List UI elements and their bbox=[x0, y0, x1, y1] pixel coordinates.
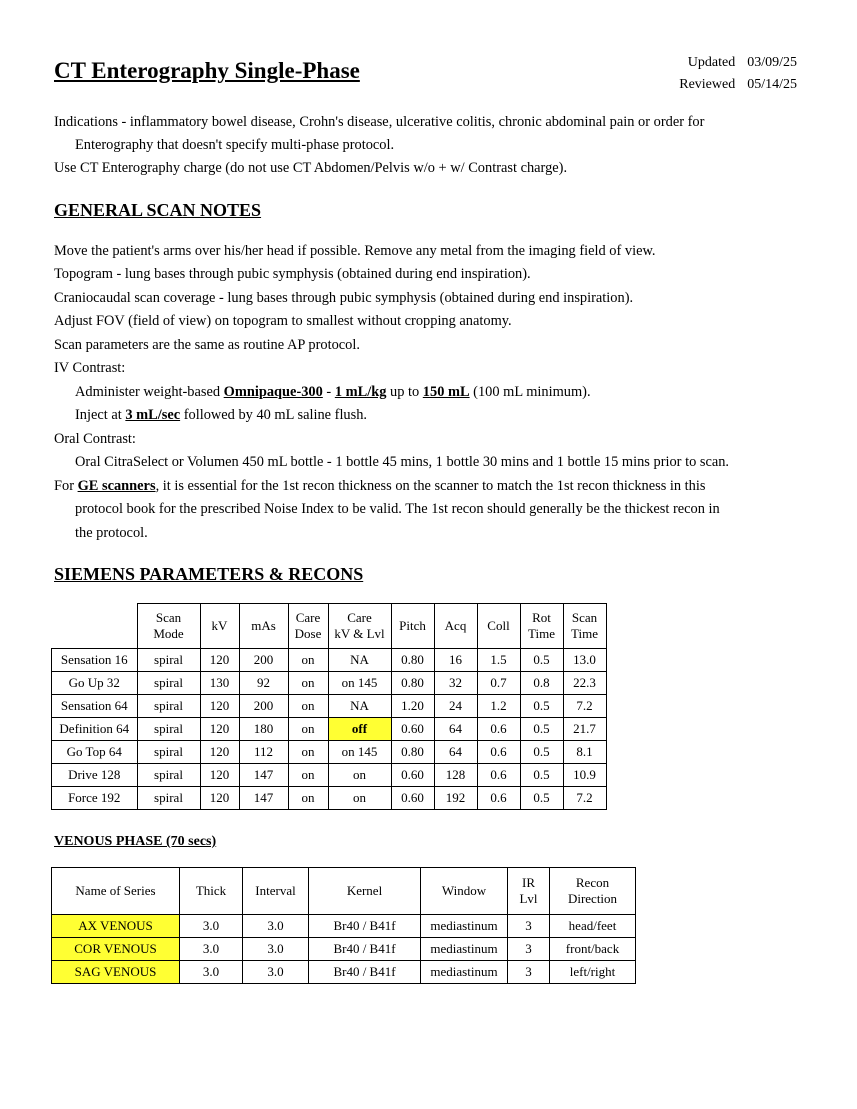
table-row: Force 192 spiral 120 147 on on 0.60 192 0.6 0.5 7.2 bbox=[52, 787, 607, 810]
highlighted-off-cell: off bbox=[328, 718, 391, 741]
note-topogram: Topogram - lung bases through pubic symphysis (obtained during end inspiration). bbox=[54, 266, 531, 282]
table-row: Go Up 32 spiral 130 92 on on 145 0.80 32 0.7 0.8 22.3 bbox=[52, 672, 607, 695]
col-header: mAs bbox=[239, 604, 288, 649]
col-header: Scan Time bbox=[563, 604, 606, 649]
ge-note-line-2: protocol book for the prescribed Noise Index to be valid. The 1st recon should generally be the thickest recon in bbox=[75, 501, 720, 517]
table-row: Definition 64 spiral 120 180 on off 0.60 64 0.6 0.5 21.7 bbox=[52, 718, 607, 741]
note-coverage: Craniocaudal scan coverage - lung bases through pubic symphysis (obtained during end inspiration). bbox=[54, 290, 634, 306]
col-header: IR Lvl bbox=[508, 868, 550, 915]
table-row: Go Top 64 spiral 120 112 on on 145 0.80 64 0.6 0.5 8.1 bbox=[52, 741, 607, 764]
iv-rate-line: Inject at 3 mL/sec followed by 40 mL saline flush. bbox=[75, 407, 368, 423]
scanner-name: Go Top 64 bbox=[52, 741, 138, 764]
venous-phase-heading: VENOUS PHASE (70 secs) bbox=[54, 834, 217, 849]
col-header: Rot Time bbox=[520, 604, 563, 649]
scanner-name: Force 192 bbox=[52, 787, 138, 810]
col-header: Window bbox=[421, 868, 508, 915]
col-header: kV bbox=[200, 604, 239, 649]
blank-cell bbox=[52, 604, 138, 649]
oral-contrast-heading: Oral Contrast: bbox=[54, 431, 136, 447]
col-header: Care Dose bbox=[288, 604, 328, 649]
indications-line-1: Indications - inflammatory bowel disease, Crohn's disease, ulcerative colitis, chronic abdominal pain or order for bbox=[54, 114, 705, 130]
col-header: Name of Series bbox=[52, 868, 180, 915]
col-header: Thick bbox=[180, 868, 243, 915]
scanner-name: Sensation 16 bbox=[52, 649, 138, 672]
scanner-name: Definition 64 bbox=[52, 718, 138, 741]
injection-rate: 3 mL/sec bbox=[125, 407, 181, 423]
table-row: COR VENOUS 3.0 3.0 Br40 / B41f mediastinum 3 front/back bbox=[52, 938, 636, 961]
updated-date: 03/09/25 bbox=[747, 55, 797, 70]
table-row: Sensation 64 spiral 120 200 on NA 1.20 24 1.2 0.5 7.2 bbox=[52, 695, 607, 718]
ge-scanners: GE scanners bbox=[77, 478, 156, 494]
col-header: Coll bbox=[477, 604, 520, 649]
page-title: CT Enterography Single-Phase bbox=[54, 58, 360, 83]
table-row: Drive 128 spiral 120 147 on on 0.60 128 0.6 0.5 10.9 bbox=[52, 764, 607, 787]
oral-contrast-line: Oral CitraSelect or Volumen 450 mL bottle - 1 bottle 45 mins, 1 bottle 30 mins and 1 bottle 15 mins prior to scan. bbox=[75, 454, 730, 470]
table-row: SAG VENOUS 3.0 3.0 Br40 / B41f mediastinum 3 left/right bbox=[52, 961, 636, 984]
siemens-heading: SIEMENS PARAMETERS & RECONS bbox=[54, 564, 364, 584]
contrast-dose: 1 mL/kg bbox=[334, 384, 387, 400]
ge-note-line-1: For GE scanners, it is essential for the 1st recon thickness on the scanner to match the 1st recon thickness in this bbox=[54, 478, 706, 494]
scanner-name: Sensation 64 bbox=[52, 695, 138, 718]
venous-header-row bbox=[52, 868, 636, 915]
reviewed-label: Reviewed bbox=[679, 77, 736, 92]
col-header: Kernel bbox=[309, 868, 421, 915]
venous-recon-table bbox=[51, 867, 636, 984]
siemens-parameters-table bbox=[51, 603, 607, 810]
indications-line-2: Enterography that doesn't specify multi-phase protocol. bbox=[75, 137, 395, 153]
col-header: Interval bbox=[243, 868, 309, 915]
ge-note-line-3: the protocol. bbox=[75, 525, 148, 541]
note-fov: Adjust FOV (field of view) on topogram to smallest without cropping anatomy. bbox=[54, 313, 512, 329]
iv-dose-line: Administer weight-based Omnipaque-300 - 1 mL/kg up to 150 mL (100 mL minimum). bbox=[75, 384, 591, 400]
updated-label: Updated bbox=[687, 55, 736, 70]
contrast-agent: Omnipaque-300 bbox=[223, 384, 323, 400]
series-name: SAG VENOUS bbox=[52, 961, 180, 984]
charge-note: Use CT Enterography charge (do not use CT Abdomen/Pelvis w/o + w/ Contrast charge). bbox=[54, 160, 568, 176]
col-header: Care kV & Lvl bbox=[328, 604, 391, 649]
reviewed-date: 05/14/25 bbox=[747, 77, 797, 92]
iv-contrast-heading: IV Contrast: bbox=[54, 360, 126, 376]
series-name: COR VENOUS bbox=[52, 938, 180, 961]
note-scan-params: Scan parameters are the same as routine AP protocol. bbox=[54, 337, 360, 353]
series-name: AX VENOUS bbox=[52, 915, 180, 938]
table-row: AX VENOUS 3.0 3.0 Br40 / B41f mediastinum 3 head/feet bbox=[52, 915, 636, 938]
general-scan-notes-heading: GENERAL SCAN NOTES bbox=[54, 200, 262, 220]
col-header: Acq bbox=[434, 604, 477, 649]
col-header: Recon Direction bbox=[550, 868, 636, 915]
contrast-max: 150 mL bbox=[422, 384, 470, 400]
table-row: Sensation 16 spiral 120 200 on NA 0.80 16 1.5 0.5 13.0 bbox=[52, 649, 607, 672]
col-header: Pitch bbox=[391, 604, 434, 649]
revision-info bbox=[679, 52, 797, 96]
scanner-name: Go Up 32 bbox=[52, 672, 138, 695]
note-arms: Move the patient's arms over his/her head if possible. Remove any metal from the imaging field of view. bbox=[54, 243, 656, 259]
col-header: Scan Mode bbox=[137, 604, 200, 649]
scanner-name: Drive 128 bbox=[52, 764, 138, 787]
siemens-header-row bbox=[52, 604, 607, 649]
